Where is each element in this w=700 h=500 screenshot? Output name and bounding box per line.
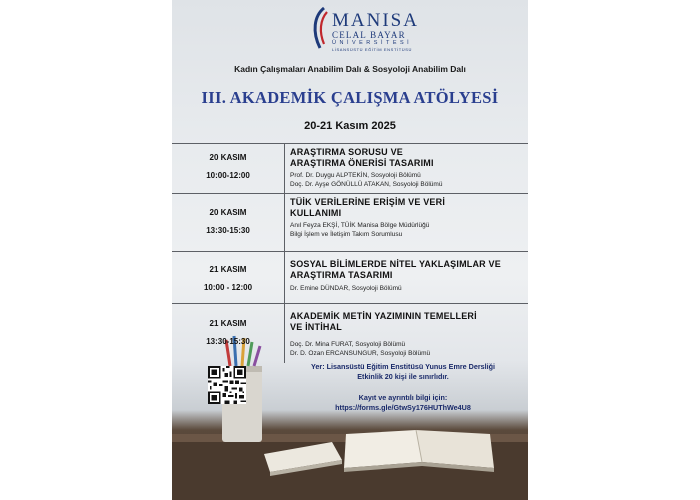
session-time: 13:30-15:30 <box>206 226 250 235</box>
session-title-line: AKADEMİK METİN YAZIMININ TEMELLERİ <box>290 311 477 321</box>
registration-info <box>284 393 522 413</box>
session-title-line: ARAŞTIRMA TASARIMI <box>290 270 393 280</box>
session-title <box>290 147 522 169</box>
logo-manisa: MANISA <box>332 10 419 31</box>
session-title <box>290 311 522 333</box>
column-divider <box>284 251 285 303</box>
column-divider <box>284 303 285 363</box>
poster-title: III. AKADEMİK ÇALIŞMA ATÖLYESİ <box>201 88 499 107</box>
session-title-line: KULLANIMI <box>290 208 342 218</box>
registration-label: Kayıt ve ayrıntılı bilgi için: <box>358 393 448 402</box>
speaker: Doç. Dr. Mina FURAT, Sosyoloji Bölümü <box>290 341 406 348</box>
logo-wordmark <box>332 12 419 52</box>
open-book-icon <box>344 430 494 472</box>
venue-info <box>284 362 522 382</box>
column-divider <box>284 193 285 251</box>
departments-line: Kadın Çalışmaları Anabilim Dalı & Sosyoloji Anabilim Dalı <box>234 64 466 74</box>
session-title-line: VE İNTİHAL <box>290 322 343 332</box>
row-divider <box>172 193 528 194</box>
row-divider <box>172 143 528 144</box>
session-title-line: ARAŞTIRMA ÖNERİSİ TASARIMI <box>290 158 434 168</box>
workshop-poster <box>172 0 528 500</box>
registration-link[interactable]: https://forms.gle/GtwSy176HUThWe4U8 <box>335 403 471 412</box>
speaker: Doç. Dr. Ayşe GÖNÜLLÜ ATAKAN, Sosyoloji Bölümü <box>290 181 443 188</box>
logo-institute: LİSANSÜSTÜ EĞİTİM ENSTİTÜSÜ <box>332 47 412 52</box>
session-speakers <box>290 284 522 293</box>
session-time: 13:30-15:30 <box>206 337 250 346</box>
logo-celal-bayar: CELAL BAYAR <box>332 30 406 40</box>
session-row <box>172 143 528 193</box>
session-title-line: ARAŞTIRMA SORUSU VE <box>290 147 403 157</box>
session-day: 21 KASIM <box>209 319 247 328</box>
session-speakers <box>290 340 522 358</box>
session-day: 20 KASIM <box>209 208 247 217</box>
session-speakers <box>290 221 522 239</box>
speaker: Dr. Emine DÜNDAR, Sosyoloji Bölümü <box>290 285 402 292</box>
column-divider <box>284 143 285 193</box>
venue-location: Yer: Lisansüstü Eğitim Enstitüsü Yunus Emre Dersliği <box>311 362 495 371</box>
session-title-line: SOSYAL BİLİMLERDE NİTEL YAKLAŞIMLAR VE <box>290 259 501 269</box>
speaker: Dr. D. Ozan ERCANSUNGUR, Sosyoloji Bölümü <box>290 350 431 357</box>
university-logo <box>172 2 528 54</box>
capacity-note: Etkinlik 20 kişi ile sınırlıdır. <box>357 372 449 381</box>
session-row <box>172 193 528 251</box>
session-time: 10:00-12:00 <box>206 171 250 180</box>
session-day: 20 KASIM <box>209 153 247 162</box>
session-title <box>290 259 522 281</box>
event-date: 20-21 Kasım 2025 <box>304 120 396 132</box>
session-speakers <box>290 171 522 189</box>
speaker: Anıl Feyza EKŞİ, TÜİK Manisa Bölge Müdürlüğü <box>290 222 430 229</box>
row-divider <box>172 251 528 252</box>
university-logo-icon <box>308 6 330 50</box>
row-divider <box>172 303 528 304</box>
session-day: 21 KASIM <box>209 265 247 274</box>
speaker: Bilgi İşlem ve İletişim Takım Sorumlusu <box>290 231 403 238</box>
logo-universitesi: ÜNİVERSİTESİ <box>332 40 413 46</box>
session-time: 10:00 - 12:00 <box>203 283 253 292</box>
session-title-line: TÜİK VERİLERİNE ERİŞİM VE VERİ <box>290 197 446 207</box>
qr-code-icon[interactable] <box>208 366 246 404</box>
session-row <box>172 251 528 303</box>
speaker: Prof. Dr. Duygu ALPTEKİN, Sosyoloji Bölümü <box>290 172 421 179</box>
session-title <box>290 197 522 219</box>
session-row <box>172 303 528 363</box>
